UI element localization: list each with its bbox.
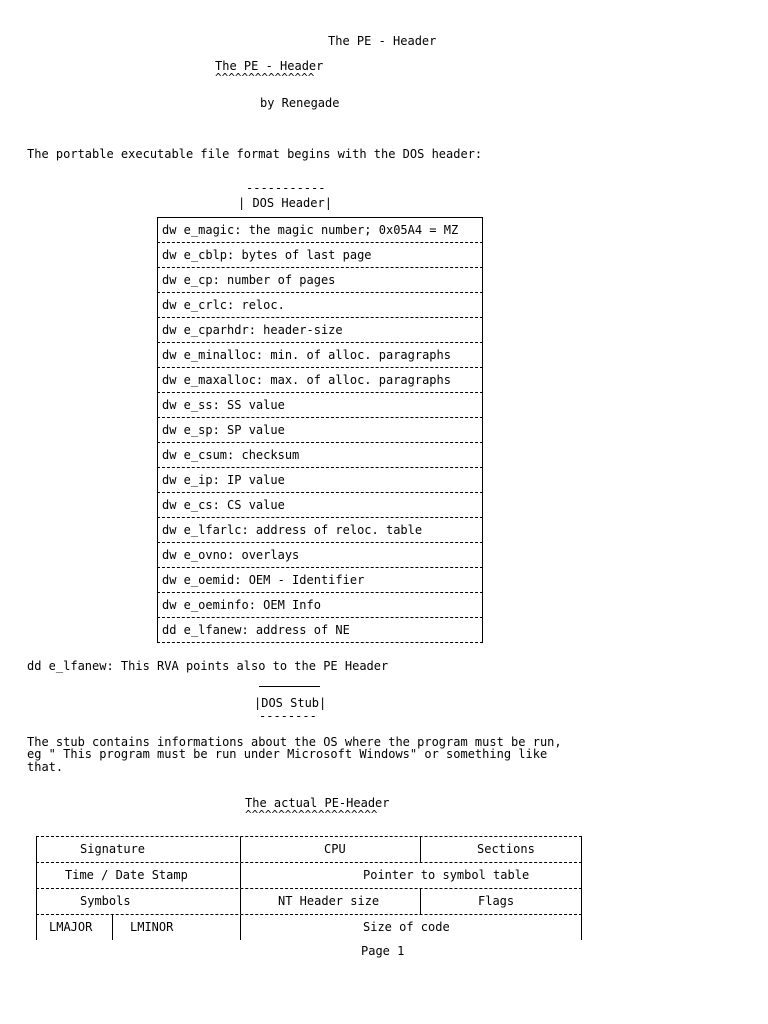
dos-field: dw e_oeminfo: OEM Info <box>162 598 321 612</box>
document-title: The PE - Header <box>215 59 324 73</box>
table-cell <box>36 863 241 888</box>
table-row <box>157 318 483 343</box>
table-cell <box>113 915 241 940</box>
pe-field: Time / Date Stamp <box>65 868 188 882</box>
dos-stub-bottom-rule: -------- <box>259 709 317 723</box>
table-row <box>157 218 483 243</box>
pe-field: Symbols <box>80 894 131 908</box>
stub-paragraph-line: that. <box>27 760 64 774</box>
table-row <box>157 543 483 568</box>
dos-field: dw e_magic: the magic number; 0x05A4 = MZ <box>162 223 459 237</box>
table-row <box>157 593 483 618</box>
pe-field: Size of code <box>363 920 450 934</box>
dos-field: dd e_lfanew: address of NE <box>162 623 350 637</box>
table-row <box>157 293 483 318</box>
page-number: Page 1 <box>361 944 405 958</box>
table-row <box>157 393 483 418</box>
pe-header-underline: ^^^^^^^^^^^^^^^^^^^^ <box>245 808 378 821</box>
intro-paragraph: The portable executable file format begins with the DOS header: <box>27 147 483 161</box>
dos-header-box-title: | DOS Header| <box>238 196 332 210</box>
dos-field: dw e_sp: SP value <box>162 423 285 437</box>
table-row <box>157 443 483 468</box>
pe-field: Pointer to symbol table <box>363 868 530 882</box>
lfanew-note: dd e_lfanew: This RVA points also to the PE Header <box>27 659 389 673</box>
table-row <box>157 368 483 393</box>
table-row <box>157 343 483 368</box>
table-row <box>157 493 483 518</box>
table-cell <box>36 837 241 862</box>
dos-field: dw e_maxalloc: max. of alloc. paragraphs <box>162 373 451 387</box>
pe-field: CPU <box>324 842 346 856</box>
dos-field: dw e_minalloc: min. of alloc. paragraphs <box>162 348 451 362</box>
pe-field: LMAJOR <box>49 920 93 934</box>
pe-header-title: The actual PE-Header <box>245 796 390 810</box>
pe-field: Flags <box>478 894 515 908</box>
table-row <box>157 243 483 268</box>
dos-field: dw e_ip: IP value <box>162 473 285 487</box>
page-header-title: The PE - Header <box>328 34 437 48</box>
pe-field: LMINOR <box>130 920 174 934</box>
dos-field: dw e_cp: number of pages <box>162 273 336 287</box>
table-cell <box>421 837 582 862</box>
table-cell <box>421 889 582 914</box>
table-row <box>157 468 483 493</box>
dos-field: dw e_cparhdr: header-size <box>162 323 343 337</box>
table-row <box>157 418 483 443</box>
dos-field: dw e_ovno: overlays <box>162 548 300 562</box>
table-row <box>157 268 483 293</box>
dos-field: dw e_cblp: bytes of last page <box>162 248 372 262</box>
dos-box-top-rule: ----------- <box>246 181 326 195</box>
stub-paragraph-line: eg " This program must be run under Microsoft Windows" or something like <box>27 747 548 761</box>
dos-field: dw e_crlc: reloc. <box>162 298 285 312</box>
dos-field: dw e_oemid: OEM - Identifier <box>162 573 365 587</box>
author-byline: by Renegade <box>260 96 340 110</box>
table-cell <box>241 889 421 914</box>
table-row <box>157 568 483 593</box>
table-cell <box>36 889 241 914</box>
table-row <box>36 863 582 889</box>
dos-stub-top-rule <box>259 686 320 687</box>
table-cell <box>241 915 582 940</box>
dos-header-table <box>157 217 483 643</box>
table-cell <box>36 915 113 940</box>
table-row <box>36 915 582 940</box>
table-cell <box>241 863 582 888</box>
dos-field: dw e_cs: CS value <box>162 498 285 512</box>
pe-field: NT Header size <box>278 894 380 908</box>
dos-field: dw e_lfarlc: address of reloc. table <box>162 523 423 537</box>
pe-field: Signature <box>80 842 146 856</box>
table-row <box>157 518 483 543</box>
table-row <box>36 837 582 863</box>
dos-field: dw e_ss: SS value <box>162 398 285 412</box>
table-cell <box>241 837 421 862</box>
dos-stub-label: |DOS Stub| <box>254 696 327 710</box>
table-row <box>157 618 483 643</box>
title-underline: ^^^^^^^^^^^^^^^ <box>215 71 315 84</box>
stub-paragraph-line: The stub contains informations about the OS where the program must be run, <box>27 735 562 749</box>
table-row <box>36 889 582 915</box>
pe-field: Sections <box>477 842 535 856</box>
pe-header-table <box>36 836 582 940</box>
dos-field: dw e_csum: checksum <box>162 448 300 462</box>
